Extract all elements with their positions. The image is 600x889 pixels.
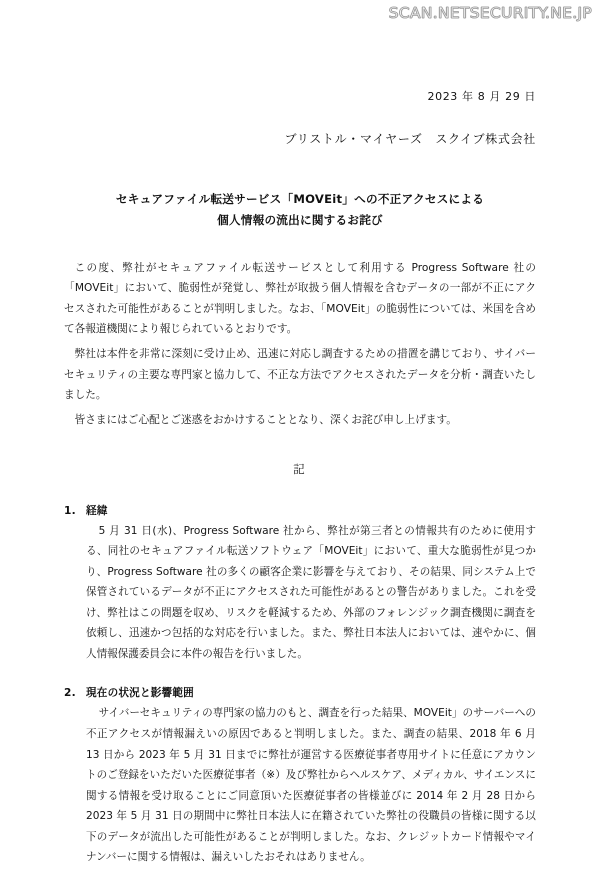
page-title — [64, 189, 536, 232]
section-title: 現在の状況と影響範囲 — [86, 687, 194, 700]
section-body-text: サイバーセキュリティの専門家の協力のもと、調査を行った結果、MOVEit」のサーバーへの不正アクセスが情報漏えいの原因であると判明しました。また、調査の結果、2018 年 6 月 13 日から 2023 年 5 月 31 日までに弊社が運営する医療従事者専用サイトに任意にアカウントのご登録をいただいた医療従事者（※）及び弊社からヘルスケア、メディカル、サイエンスに関する情報を受け取ることにご同意頂いた医療従事者の皆様並びに 2014 年 2 月 28 日から 2023 年 5 月 31 日の期間中に弊社日本法人に在籍されていた弊社の役職員の皆様に関する以下のデータが流出した可能性があることが判明しました。なお、クレジットカード情報やマイナンバーに関する情報は、漏えいしたおそれはありません。 — [86, 707, 536, 864]
page-title-line-1: セキュアファイル転送サービス「MOVEit」への不正アクセスによる — [115, 192, 485, 206]
document-date: 2023 年 8 月 29 日 — [427, 90, 536, 103]
intro-paragraph: 皆さまにはご心配とご迷惑をおかけすることとなり、深くお詫び申し上げます。 — [74, 414, 457, 427]
section-item — [64, 503, 536, 665]
ki-marker: 記 — [293, 461, 307, 476]
section-item — [64, 685, 536, 868]
intro-paragraph: 弊社は本件を非常に深刻に受け止め、迅速に対応し調査するための措置を講じており、サイバーセキュリティの主要な専門家と協力して、不正な方法でアクセスされたデータを分析・調査いたしました。 — [64, 348, 536, 401]
section-number: 1. — [64, 504, 76, 517]
section-heading — [64, 685, 536, 700]
intro-paragraph: この度、弊社がセキュアファイル転送サービスとして利用する Progress Software 社の「MOVEit」において、脆弱性が発覚し、弊社が取扱う個人情報を含むデータの一部が不正にアクセスされた可能性があることが判明しました。なお、「MOVEit」の脆弱性については、米国を含めて各報道機関により報じられているとおりです。 — [64, 261, 536, 335]
section-title: 経緯 — [86, 504, 108, 517]
site-watermark: SCAN.NETSECURITY.NE.JP — [388, 4, 592, 22]
section-heading — [64, 503, 536, 518]
document-content — [64, 0, 536, 889]
numbered-section-list — [64, 503, 536, 868]
section-body-text: 5 月 31 日(水)、Progress Software 社から、弊社が第三者との情報共有のために使用する、同社のセキュアファイル転送ソフトウェア「MOVEit」において、重大な脆弱性が見つかり、Progress Software 社の多くの顧客企業に影響を与えており、その結果、同システム上で保管されているデータが不正にアクセスされた可能性があるとの警告がありました。これを受け、弊社はこの問題を収め、リスクを軽減するため、外部のフォレンジック調査機関に調査を依頼し、迅速かつ包括的な対応を行いました。また、弊社日本法人においては、速やかに、個人情報保護委員会に本件の報告を行いました。 — [86, 524, 536, 660]
page-title-line-2: 個人情報の流出に関するお詫び — [217, 213, 383, 228]
intro-paragraphs — [64, 258, 536, 431]
company-name: ブリストル・マイヤーズ スクイブ株式会社 — [284, 132, 536, 146]
section-number: 2. — [64, 687, 76, 700]
